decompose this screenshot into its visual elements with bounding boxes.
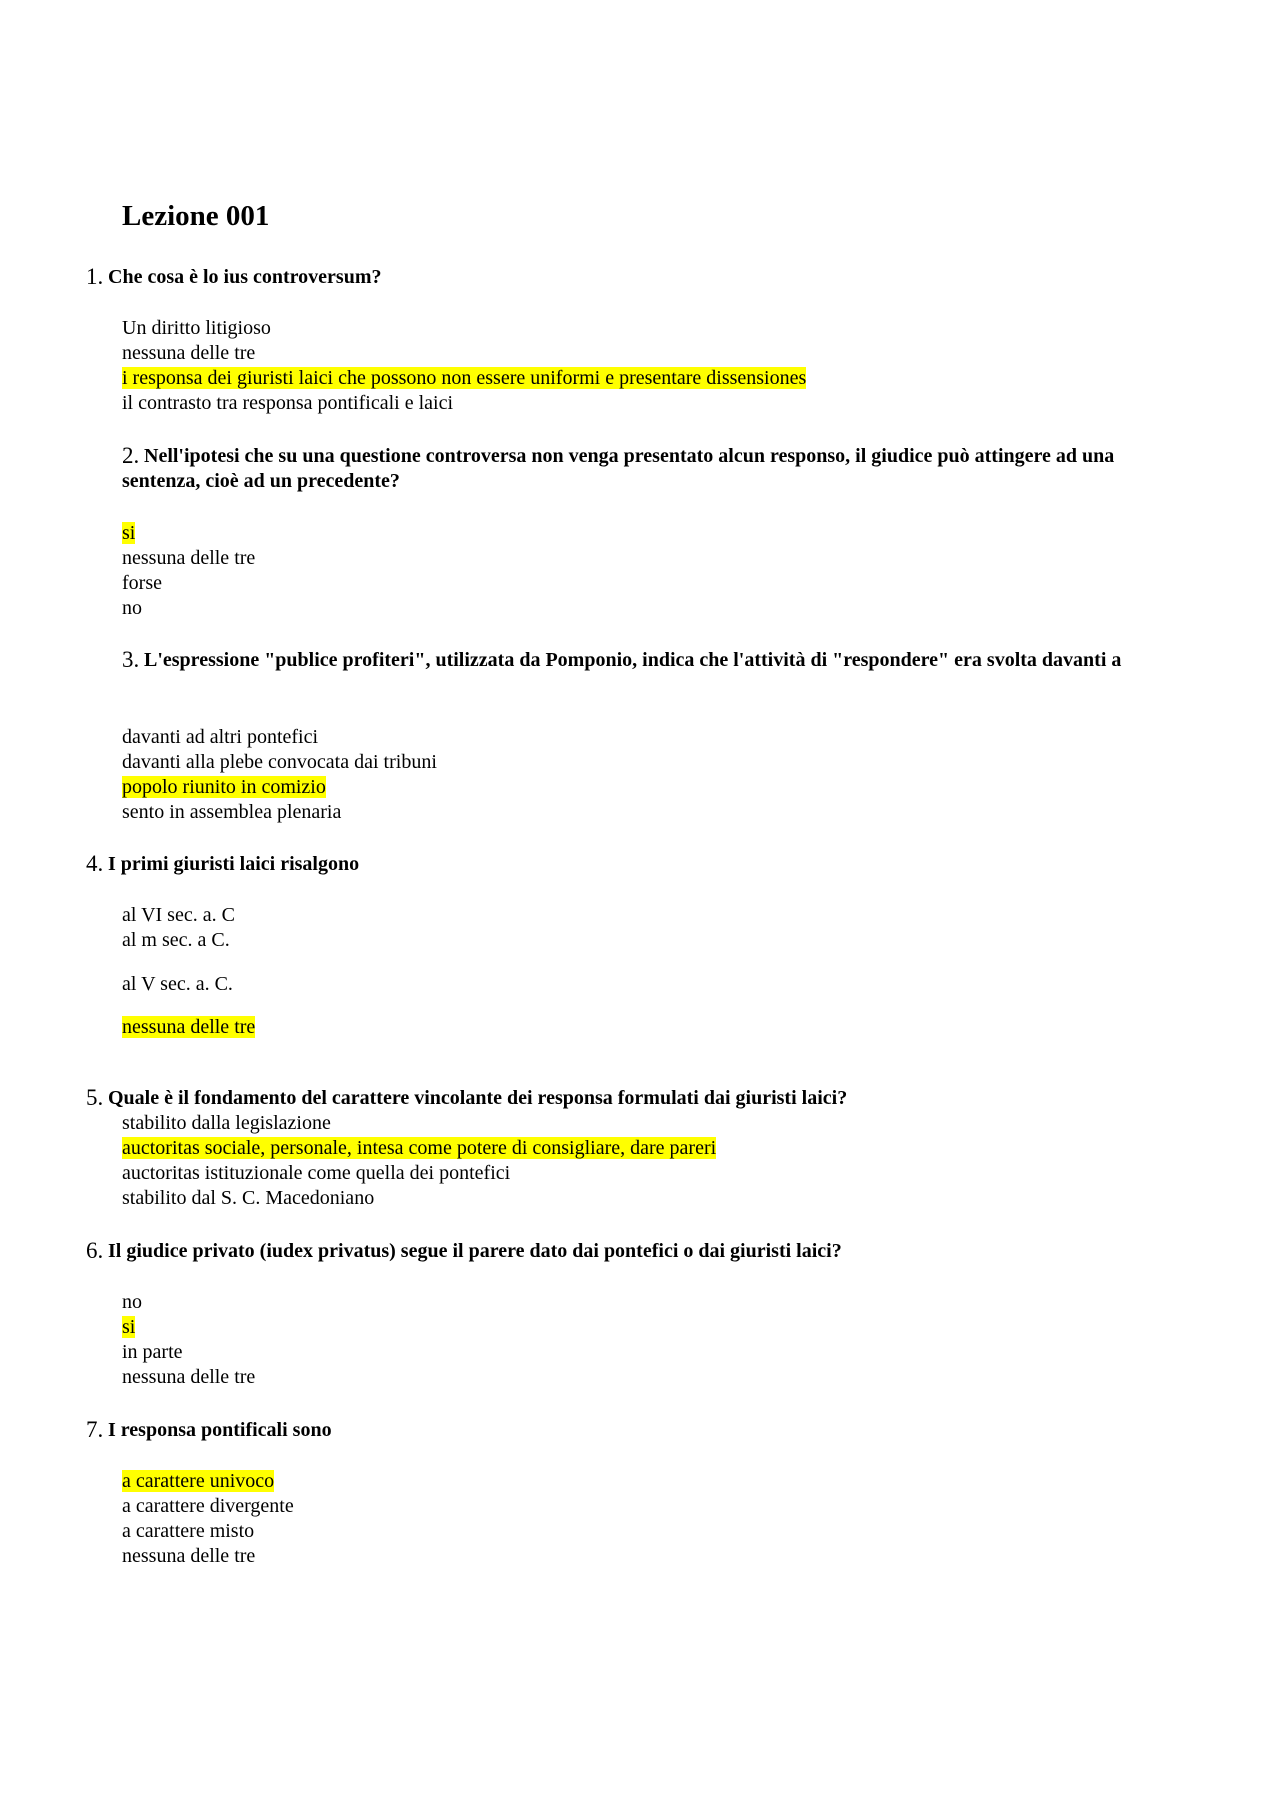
question-number: 2. (122, 443, 140, 468)
correct-option: nessuna delle tre (122, 1016, 256, 1038)
option: a carattere divergente (122, 1495, 294, 1517)
question-number: 4. (86, 851, 104, 876)
option: stabilito dal S. C. Macedoniano (122, 1187, 375, 1209)
question-number: 3. (122, 647, 140, 672)
question-number: 5. (86, 1085, 104, 1110)
option: nessuna delle tre (122, 342, 256, 364)
question-text: I responsa pontificali sono (108, 1419, 332, 1441)
option: no (122, 597, 142, 619)
question-number: 7. (86, 1417, 104, 1442)
correct-option: auctoritas sociale, personale, intesa come potere di consigliare, dare pareri (122, 1137, 717, 1159)
correct-option: a carattere univoco (122, 1470, 275, 1492)
option: in parte (122, 1341, 183, 1363)
option: auctoritas istituzionale come quella dei pontefici (122, 1162, 511, 1184)
question-number: 1. (86, 264, 104, 289)
correct-option: i responsa dei giuristi laici che possono non essere uniformi e presentare dissensiones (122, 367, 807, 389)
option: il contrasto tra responsa pontificali e laici (122, 392, 453, 414)
option: sento in assemblea plenaria (122, 801, 342, 823)
option: nessuna delle tre (122, 547, 256, 569)
option: nessuna delle tre (122, 1366, 256, 1388)
option: al m sec. a C. (122, 929, 230, 951)
option: Un diritto litigioso (122, 317, 271, 339)
question-text: Il giudice privato (iudex privatus) segue il parere dato dai pontefici o dai giuristi laici? (108, 1240, 842, 1262)
question-text: I primi giuristi laici risalgono (108, 853, 360, 875)
question-text: Che cosa è lo ius controversum? (108, 266, 382, 288)
option: a carattere misto (122, 1520, 255, 1542)
option: davanti alla plebe convocata dai tribuni (122, 751, 437, 773)
question-number: 6. (86, 1238, 104, 1263)
page-title: Lezione 001 (122, 200, 270, 232)
option: al VI sec. a. C (122, 904, 235, 926)
question-text: Quale è il fondamento del carattere vincolante dei responsa formulati dai giuristi laici? (108, 1087, 848, 1109)
option: no (122, 1291, 142, 1313)
option: forse (122, 572, 162, 594)
option: al V sec. a. C. (122, 973, 233, 995)
option: nessuna delle tre (122, 1545, 256, 1567)
question-text: L'espressione "publice profiteri", utilizzata da Pomponio, indica che l'attività di "respondere" era svolta davanti a (144, 649, 1122, 671)
question-text: Nell'ipotesi che su una questione controversa non venga presentato alcun responso, il giudice può attingere ad una sentenza, cioè ad un precedente? (122, 445, 1115, 492)
option: stabilito dalla legislazione (122, 1112, 331, 1134)
option: davanti ad altri pontefici (122, 726, 319, 748)
correct-option: si (122, 522, 136, 544)
correct-option: si (122, 1316, 136, 1338)
correct-option: popolo riunito in comizio (122, 776, 326, 798)
